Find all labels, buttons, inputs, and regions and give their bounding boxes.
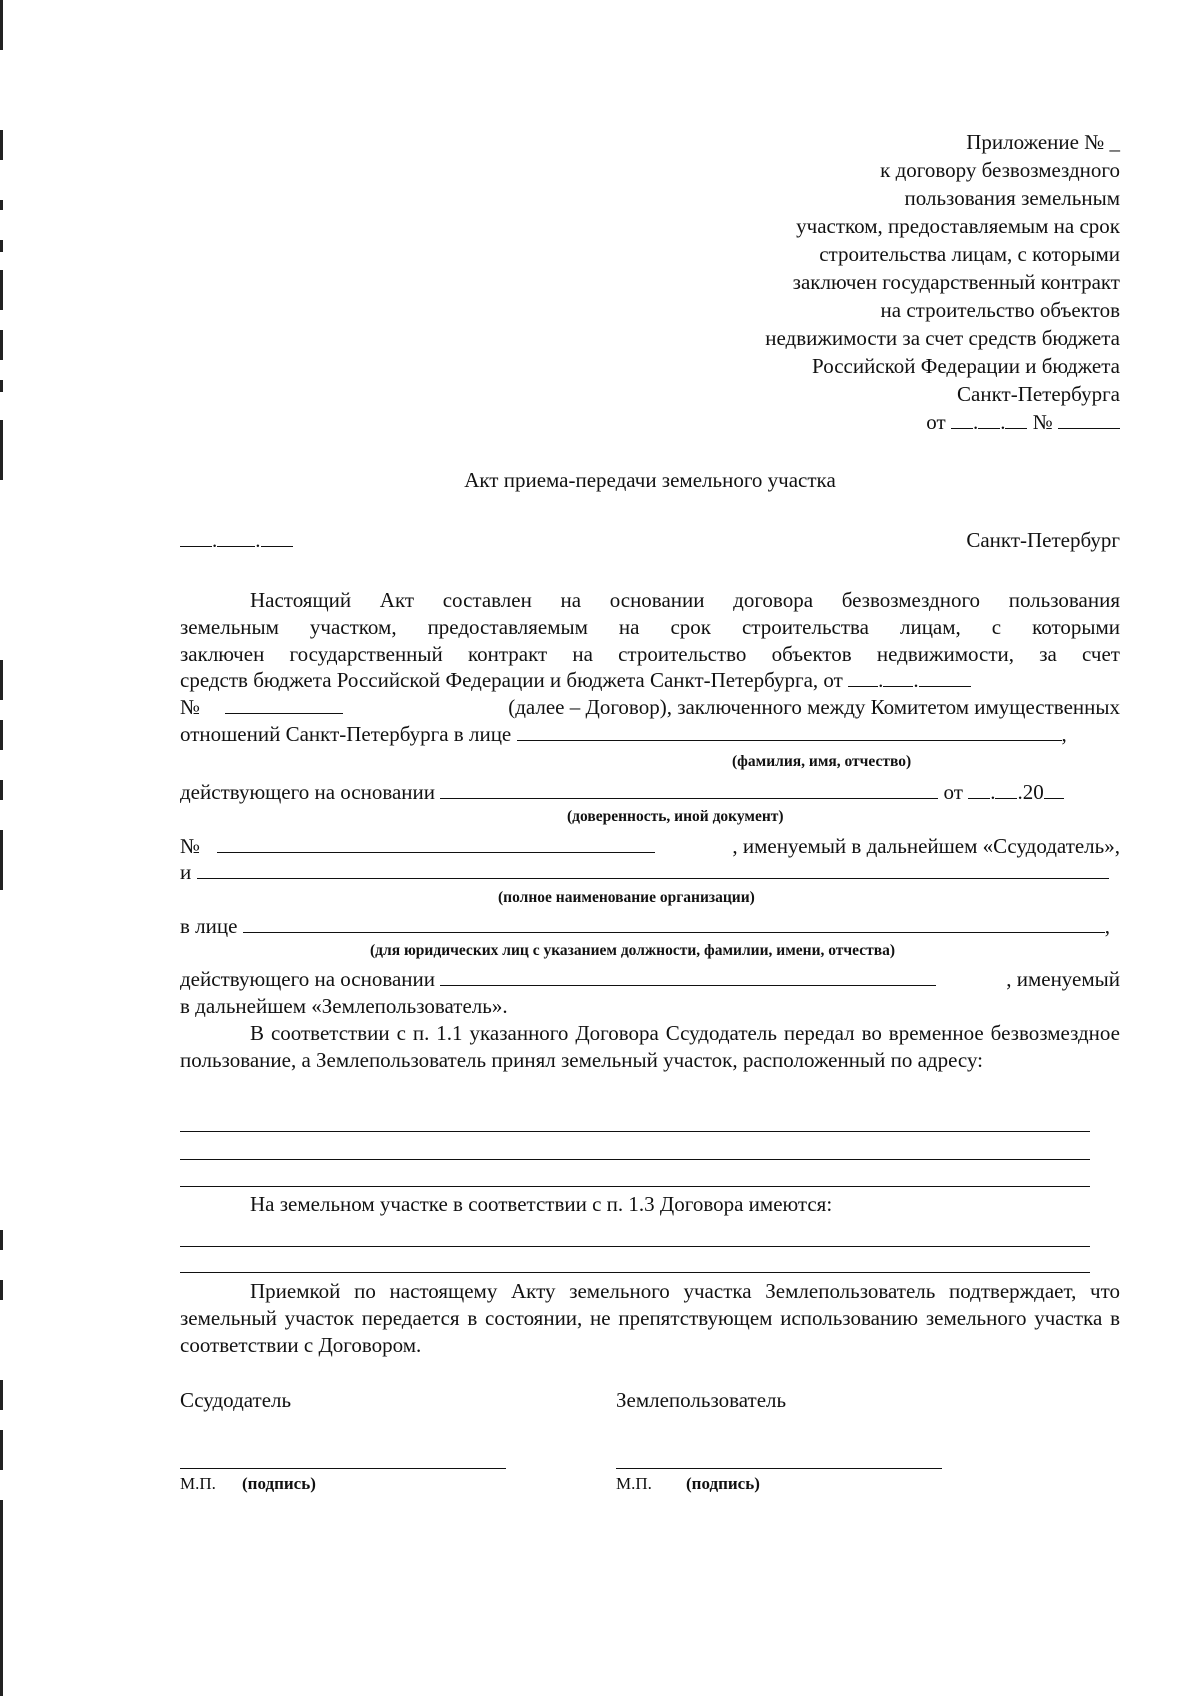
acting2-next-line: в дальнейшем «Землепользователь». <box>180 994 508 1018</box>
para4: Приемкой по настоящему Акту земельного участка Землепользователь подтверждает, что земельный участок передается в состоянии, не препятствующем использованию земельного участка в соответствии с Договором. <box>180 1279 1120 1357</box>
annex-line: Приложение № _ <box>966 130 1120 154</box>
annex-line: Санкт-Петербурга <box>957 382 1120 406</box>
basis-document-field[interactable] <box>440 780 938 799</box>
para1-line4-text: средств бюджета Российской Федерации и бюджета Санкт-Петербурга, от <box>180 668 843 692</box>
contract-year-field[interactable] <box>919 668 971 687</box>
user-sign-label: (подпись) <box>686 1474 760 1493</box>
basis-day-field[interactable] <box>968 780 990 799</box>
annex-line: строительства лицам, с которыми <box>819 242 1120 266</box>
scan-edge <box>0 0 4 1696</box>
annex-line: пользования земельным <box>904 186 1120 210</box>
organization-representative-field[interactable] <box>243 914 1105 933</box>
caption-person: (для юридических лиц с указанием должности, фамилии, имени, отчества) <box>370 942 896 959</box>
act-month-field[interactable] <box>217 528 255 547</box>
date-separator: . <box>1000 410 1006 434</box>
year-prefix: .20 <box>1017 780 1044 804</box>
user-signature-line[interactable] <box>616 1468 942 1469</box>
para2: В соответствии с п. 1.1 указанного Договора Ссудодатель передал во временное безвозмездное пользование, а Землепользователь принял земельный участок, расположенный по адресу: <box>180 1021 1120 1072</box>
para1-line4 <box>180 668 1120 693</box>
user-stamp-label: М.П. <box>616 1474 652 1493</box>
and-label: и <box>180 860 192 884</box>
contract-day-field[interactable] <box>848 668 878 687</box>
organization-name-field[interactable] <box>197 860 1109 879</box>
para1-line6-text: отношений Санкт-Петербурга в лице <box>180 722 512 746</box>
address-line-1[interactable] <box>180 1131 1090 1132</box>
caption-org: (полное наименование организации) <box>498 889 755 906</box>
and-line <box>180 860 1120 885</box>
para1-line6 <box>180 722 1120 747</box>
annex-from-label: от <box>926 410 946 434</box>
annex-day-field[interactable] <box>951 410 973 429</box>
lender-line <box>180 834 1120 859</box>
acting-basis-label: действующего на основании <box>180 780 436 804</box>
annex-month-field[interactable] <box>978 410 1000 429</box>
act-year-field[interactable] <box>261 528 293 547</box>
lender-signature-line[interactable] <box>180 1468 506 1469</box>
lender-number-field[interactable] <box>217 834 655 853</box>
date-separator: . <box>255 528 261 552</box>
para1-line5-text: (далее – Договор), заключенного между Комитетом имущественных <box>508 695 1120 719</box>
date-separator: . <box>972 410 979 434</box>
caption-fio: (фамилия, имя, отчество) <box>732 753 912 770</box>
in-person-line <box>180 914 1120 939</box>
annex-line: к договору безвозмездного <box>880 158 1120 182</box>
contract-month-field[interactable] <box>883 668 913 687</box>
date-separator: . <box>212 528 218 552</box>
basis-month-field[interactable] <box>995 780 1017 799</box>
lender-stamp-label: М.П. <box>180 1474 216 1493</box>
annex-line: на строительство объектов <box>880 298 1120 322</box>
acting2-line <box>180 967 1120 992</box>
annex-header <box>765 128 1120 436</box>
annex-date-line <box>765 408 1120 436</box>
address-line-3[interactable] <box>180 1186 1090 1187</box>
city-name: Санкт-Петербург <box>966 528 1120 552</box>
annex-line: Российской Федерации и бюджета <box>812 354 1120 378</box>
document-title: Акт приема-передачи земельного участка <box>464 468 836 492</box>
act-day-field[interactable] <box>180 528 212 547</box>
date-separator: . <box>913 668 919 692</box>
para1-line1: Настоящий Акт составлен на основании договора безвозмездного пользования <box>250 588 1120 612</box>
annex-number-field[interactable] <box>1058 410 1120 429</box>
para3: На земельном участке в соответствии с п. 1.3 Договора имеются: <box>250 1192 833 1216</box>
comma: , <box>1061 722 1067 746</box>
contract-number-label: № <box>180 695 201 719</box>
in-person-label: в лице <box>180 914 238 938</box>
para1-line5 <box>180 695 1120 720</box>
lender-named-text: , именуемый в дальнейшем «Ссудодатель», <box>732 834 1120 858</box>
comma: , <box>1104 914 1110 938</box>
para1-line2: земельным участком, предоставляемым на срок строительства лицам, с которыми <box>180 615 1120 639</box>
user-role: Землепользователь <box>616 1388 787 1412</box>
date-city-line <box>180 528 1120 553</box>
annex-line: заключен государственный контракт <box>792 270 1120 294</box>
acting2-label: действующего на основании <box>180 967 436 991</box>
contract-number-field[interactable] <box>225 695 343 714</box>
lender-role: Ссудодатель <box>180 1388 292 1412</box>
acting-basis-line <box>180 780 1120 805</box>
date-separator: . <box>990 780 996 804</box>
annex-line: недвижимости за счет средств бюджета <box>765 326 1120 350</box>
date-separator: . <box>878 668 884 692</box>
annex-line: участком, предоставляемым на срок <box>796 214 1120 238</box>
address-line-2[interactable] <box>180 1159 1090 1160</box>
basis-from-label: от <box>943 780 963 804</box>
basis-year-field[interactable] <box>1044 780 1064 799</box>
objects-line-1[interactable] <box>180 1246 1090 1247</box>
committee-representative-field[interactable] <box>517 722 1062 741</box>
annex-year-field[interactable] <box>1005 410 1027 429</box>
lender-sign-label: (подпись) <box>242 1474 316 1493</box>
annex-number-label: № <box>1032 410 1053 434</box>
acting2-named-text: , именуемый <box>1006 967 1120 991</box>
user-basis-field[interactable] <box>440 967 936 986</box>
caption-doc: (доверенность, иной документ) <box>567 808 784 825</box>
para1-line3: заключен государственный контракт на строительство объектов недвижимости, за счет <box>180 642 1120 666</box>
lender-number-label: № <box>180 834 201 858</box>
objects-line-2[interactable] <box>180 1272 1090 1273</box>
